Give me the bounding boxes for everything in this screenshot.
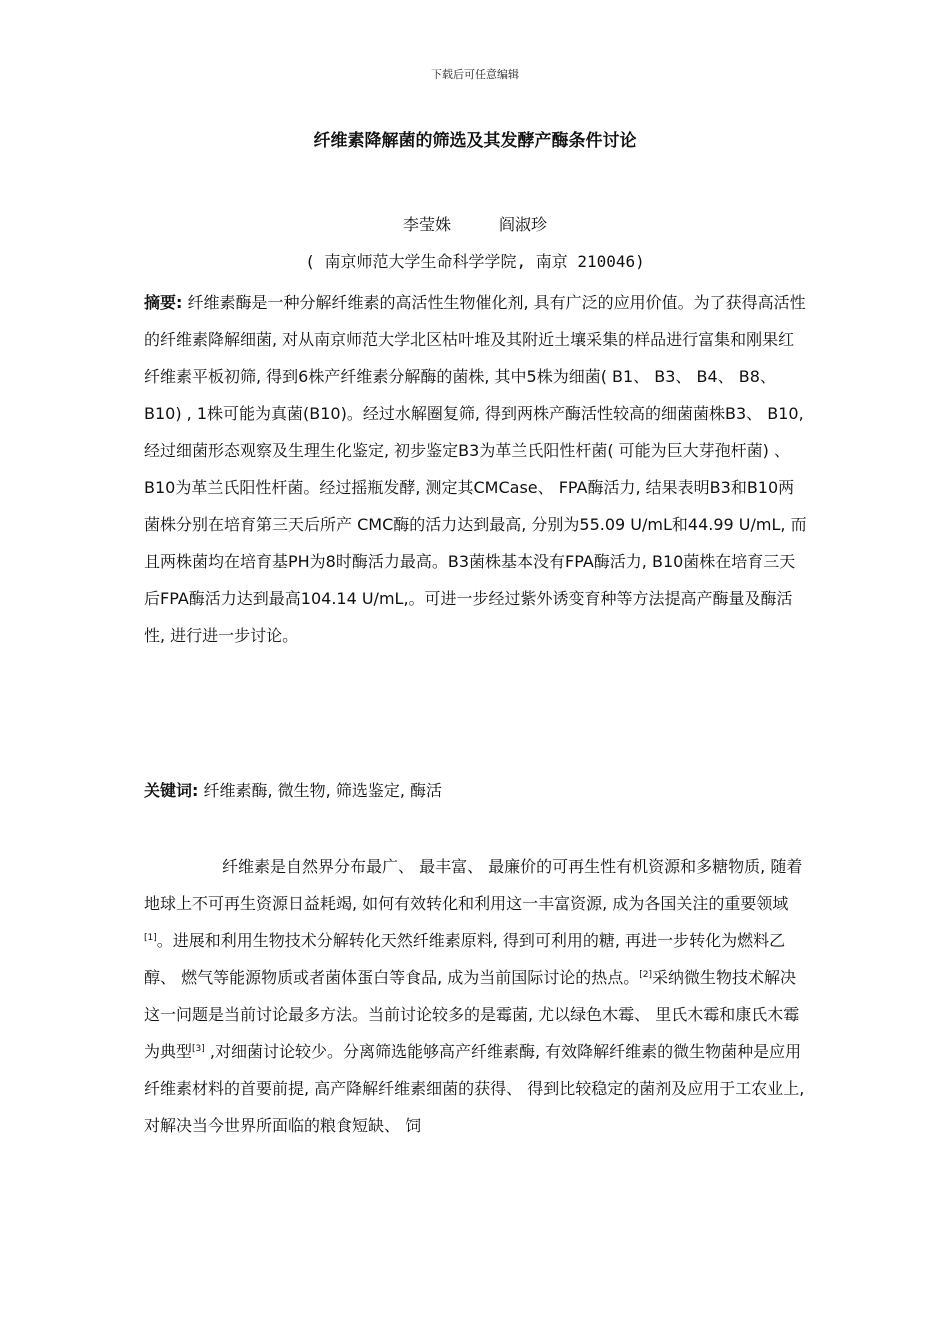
- author-1: 李莹姝: [402, 215, 451, 234]
- paper-title: 纤维素降解菌的筛选及其发酵产酶条件讨论: [313, 131, 637, 151]
- abstract-label: 摘要:: [144, 293, 183, 312]
- author-line: [0, 212, 950, 235]
- keywords-label: 关键词:: [144, 781, 199, 800]
- citation-3: [3]: [192, 1044, 205, 1054]
- keywords-text: 纤维素酶, 微生物, 筛选鉴定, 酶活: [198, 781, 443, 800]
- header-note: 下载后可任意编辑: [431, 68, 519, 81]
- citation-1: [1]: [144, 933, 157, 943]
- affiliation: ( 南京师范大学生命科学学院, 南京 210046): [305, 252, 645, 271]
- intro-text-3: 采纳微生物技术解决这一问题是当前讨论最多方法。当前讨论较多的是霉菌, 尤以绿色木霉、 里氏木霉和康氏木霉为典型: [144, 968, 800, 1061]
- intro-text-2: 。进展和利用生物技术分解转化天然纤维素原料, 得到可利用的糖, 再进一步转化为燃料乙醇、 燃气等能源物质或者菌体蛋白等食品, 成为当前国际讨论的热点。: [144, 931, 786, 987]
- abstract-paragraph: [144, 284, 810, 654]
- author-2: 阎淑珍: [499, 215, 548, 234]
- abstract-text: 纤维素酶是一种分解纤维素的高活性生物催化剂, 具有广泛的应用价值。为了获得高活性的纤维素降解细菌, 对从南京师范大学北区枯叶堆及其附近土壤采集的样品进行富集和刚果红纤维素平板初筛, 得到6株产纤维素分解酶的菌株, 其中5株为细菌( B1、 B3、 B4、 B8、 B10) , 1株可能为真菌(B10)。经过水解圈复筛, 得到两株产酶活性较高的细菌菌株B3、 B10, 经过细菌形态观察及生理生化鉴定, 初步鉴定B3为革兰氏阳性杆菌( 可能为巨大芽孢杆菌) 、 B10为革兰氏阳性杆菌。经过摇瓶发酵, 测定其CMCase、 FPA酶活力, 结果表明B3和B10两菌株分别在培育第三天后所产 CMC酶的活力达到最高, 分别为55.09 U/mL和44.99 U/mL, 而且两株菌均在培育基PH为8时酶活力最高。B3菌株基本没有FPA酶活力, B10菌株在培育三天后FPA酶活力达到最高104.14 U/mL,。可进一步经过紫外诱变育种等方法提高产酶量及酶活性, 进行进一步讨论。: [144, 293, 807, 645]
- keywords-paragraph: [144, 772, 810, 809]
- intro-paragraph: [144, 848, 810, 1144]
- intro-text-1: 纤维素是自然界分布最广、 最丰富、 最廉价的可再生性有机资源和多糖物质, 随着地球上不可再生资源日益耗竭, 如何有效转化和利用这一丰富资源, 成为各国关注的重要领域: [144, 857, 803, 913]
- citation-2: [2]: [639, 970, 653, 980]
- intro-text-4: ,对细菌讨论较少。分离筛选能够高产纤维素酶, 有效降解纤维素的微生物菌种是应用纤维素材料的首要前提, 高产降解纤维素细菌的获得、 得到比较稳定的菌剂及应用于工农业上, 对解决当今世界所面临的粮食短缺、 饲: [144, 1042, 805, 1135]
